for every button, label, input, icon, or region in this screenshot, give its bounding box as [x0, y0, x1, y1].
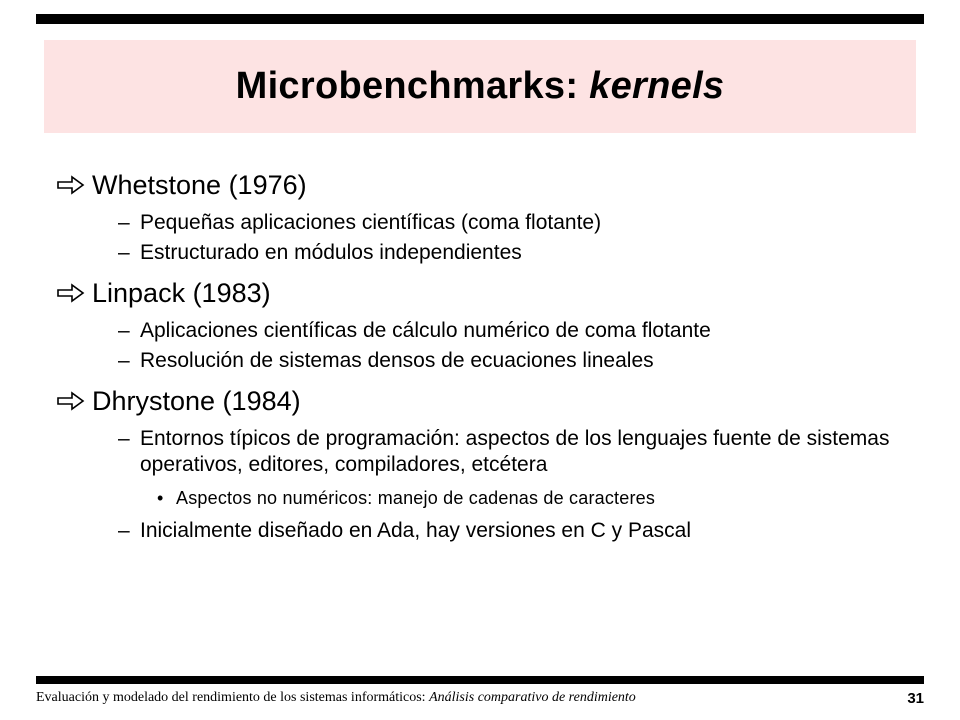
dash-marker: – [118, 427, 130, 450]
slide-title [236, 65, 725, 108]
slide-title-main: Microbenchmarks: [235, 65, 579, 107]
dash-marker: – [118, 211, 130, 234]
sub-list-item [56, 486, 916, 510]
footer [36, 690, 736, 706]
sub-list-item-text: Aspectos no numéricos: manejo de cadenas de caracteres [176, 488, 656, 508]
list-item [56, 518, 916, 544]
title-banner [44, 40, 916, 133]
list-item-text: Inicialmente diseñado en Ada, hay versiones en C y Pascal [140, 519, 691, 542]
dash-marker: – [118, 241, 130, 264]
section-heading-whetstone [56, 168, 916, 202]
bottom-rule [36, 676, 924, 684]
section-heading-linpack [56, 276, 916, 310]
section-heading-label: Dhrystone (1984) [92, 386, 301, 416]
hollow-right-arrow-icon [56, 282, 86, 304]
footer-subtitle: Análisis comparativo de rendimiento [429, 690, 636, 705]
section-heading-label: Whetstone (1976) [92, 170, 307, 200]
bullet-marker: • [157, 488, 164, 508]
dash-marker: – [118, 349, 130, 372]
section-heading-label: Linpack (1983) [92, 278, 271, 308]
list-item-text: Aplicaciones científicas de cálculo numérico de coma flotante [140, 319, 711, 342]
page-number: 31 [907, 690, 924, 707]
list-item [56, 240, 916, 266]
list-item [56, 318, 916, 344]
top-rule [36, 14, 924, 24]
list-item-text: Entornos típicos de programación: aspectos de los lenguajes fuente de sistemas operativos, editores, compiladores, etcétera [140, 427, 890, 476]
section-heading-dhrystone [56, 384, 916, 418]
slide-content [56, 168, 916, 544]
dash-marker: – [118, 519, 130, 542]
list-item [56, 348, 916, 374]
hollow-right-arrow-icon [56, 174, 86, 196]
list-item-text: Estructurado en módulos independientes [140, 241, 522, 264]
list-item-text: Pequeñas aplicaciones científicas (coma flotante) [140, 211, 602, 234]
hollow-right-arrow-icon [56, 390, 86, 412]
list-item [56, 426, 916, 478]
slide-title-emphasis: kernels [589, 65, 725, 107]
list-item-text: Resolución de sistemas densos de ecuaciones lineales [140, 349, 654, 372]
list-item [56, 210, 916, 236]
dash-marker: – [118, 319, 130, 342]
footer-text: Evaluación y modelado del rendimiento de los sistemas informáticos: [36, 690, 426, 705]
